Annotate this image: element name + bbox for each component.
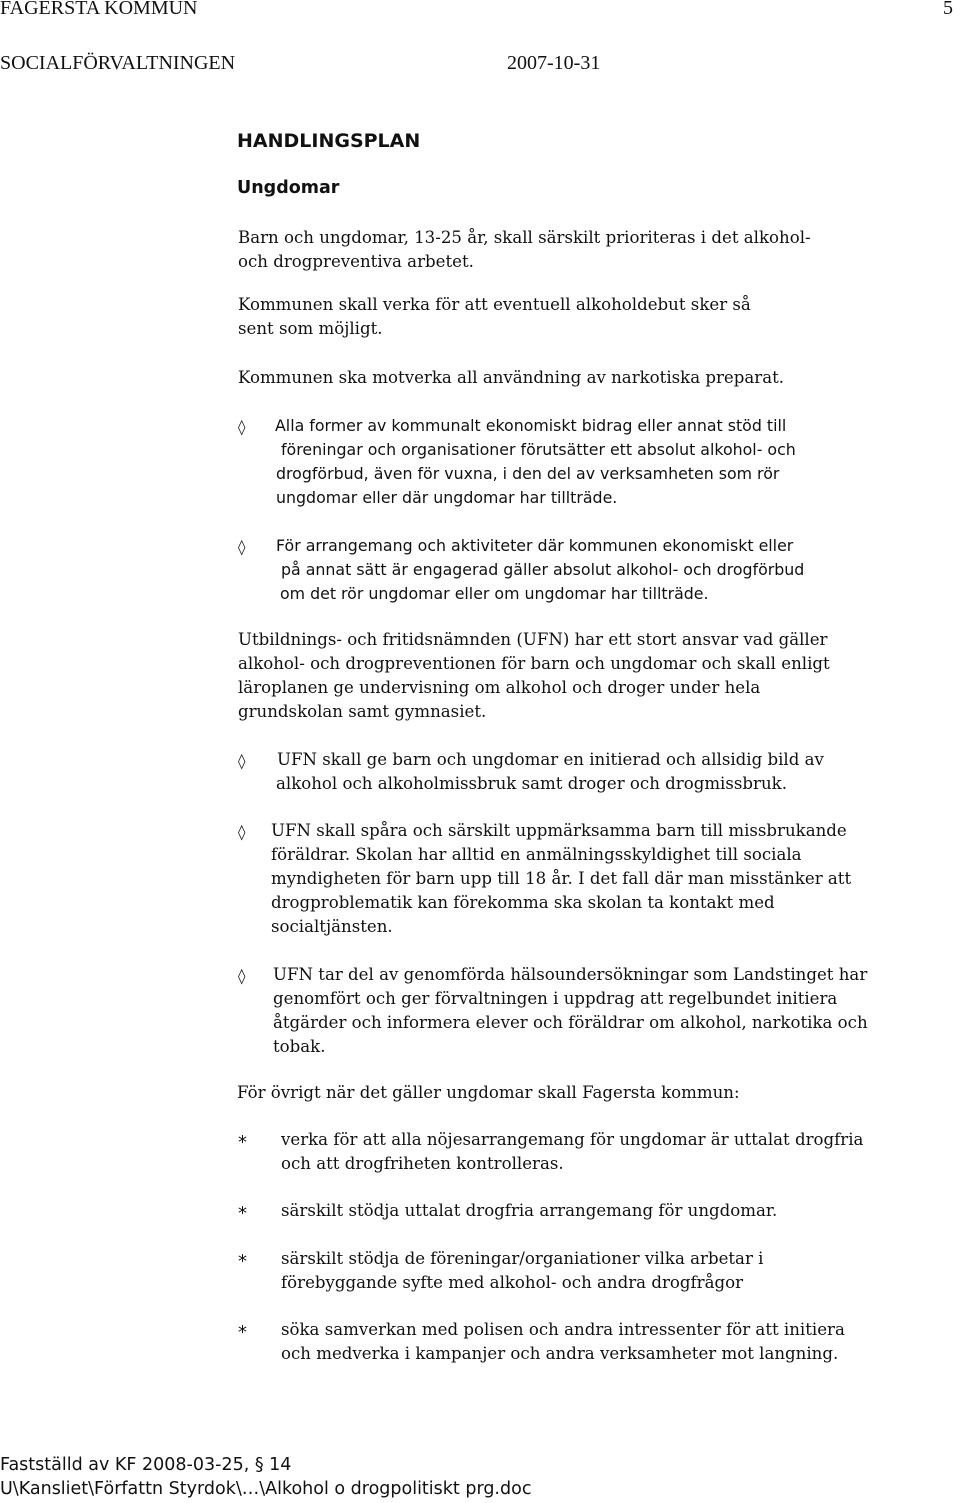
text-line: åtgärder och informera elever och föräldrar om alkohol, narkotika och (273, 1013, 868, 1032)
text-line: grundskolan samt gymnasiet. (238, 702, 487, 721)
text-line: läroplanen ge undervisning om alkohol och droger under hela (238, 678, 761, 697)
bullet-b-1 (276, 748, 824, 796)
asterisk-bullet-icon: * (238, 1322, 247, 1343)
text-line: och att drogfriheten kontrolleras. (281, 1154, 564, 1173)
text-line: UFN skall ge barn och ungdomar en initierad och allsidig bild av (277, 750, 824, 769)
diamond-bullet-icon: ◊ (238, 418, 246, 436)
text-line: tobak. (273, 1037, 326, 1056)
text-line: myndigheten för barn upp till 18 år. I det fall där man misstänker att (271, 869, 852, 888)
text-line: särskilt stödja uttalat drogfria arrangemang för ungdomar. (281, 1201, 778, 1220)
diamond-bullet-icon: ◊ (238, 967, 246, 985)
star-item-4 (281, 1318, 845, 1366)
text-line: Kommunen skall verka för att eventuell alkoholdebut sker så (238, 295, 751, 314)
text-line: föreningar och organisationer förutsätter ett absolut alkohol- och (281, 440, 796, 459)
text-line: Kommunen ska motverka all användning av narkotiska preparat. (238, 368, 785, 387)
text-line: socialtjänsten. (271, 917, 393, 936)
bullet-b-2 (271, 819, 851, 939)
page-title: HANDLINGSPLAN (237, 130, 421, 152)
page-number: 5 (943, 0, 953, 19)
text-line: verka för att alla nöjesarrangemang för ungdomar är uttalat drogfria (281, 1130, 864, 1149)
diamond-bullet-icon: ◊ (238, 538, 246, 556)
text-line: förebyggande syfte med alkohol- och andra drogfrågor (281, 1273, 744, 1292)
star-item-2 (281, 1199, 777, 1223)
text-line: söka samverkan med polisen och andra intressenter för att initiera (281, 1320, 845, 1339)
text-line: alkohol och alkoholmissbruk samt droger och drogmissbruk. (276, 774, 787, 793)
ufn-paragraph (238, 628, 830, 724)
text-line: För arrangemang och aktiviteter där kommunen ekonomiskt eller (276, 536, 794, 555)
text-line: sent som möjligt. (238, 319, 383, 338)
text-line: Barn och ungdomar, 13-25 år, skall särskilt prioriteras i det alkohol- (238, 228, 811, 247)
header-department: SOCIALFÖRVALTNINGEN (0, 52, 236, 74)
text-line: alkohol- och drogpreventionen för barn och ungdomar och skall enligt (238, 654, 830, 673)
star-item-3 (281, 1247, 763, 1295)
intro-paragraph-2 (238, 293, 751, 341)
bullet-a-1 (275, 414, 796, 510)
diamond-bullet-icon: ◊ (238, 823, 246, 841)
text-line: om det rör ungdomar eller om ungdomar har tillträde. (280, 584, 709, 603)
bullet-b-3 (273, 963, 868, 1059)
footer-approval: Fastställd av KF 2008-03-25, § 14 (0, 1455, 292, 1475)
section-subtitle: Ungdomar (237, 178, 340, 198)
text-line: föräldrar. Skolan har alltid en anmälningsskyldighet till sociala (271, 845, 802, 864)
text-line: UFN tar del av genomförda hälsoundersökningar som Landstinget har (273, 965, 868, 984)
text-line: UFN skall spåra och särskilt uppmärksamma barn till missbrukande (271, 821, 847, 840)
header-org: FAGERSTA KOMMUN (0, 0, 198, 19)
text-line: ungdomar eller där ungdomar har tillträde. (276, 488, 618, 507)
text-line: på annat sätt är engagerad gäller absolut alkohol- och drogförbud (281, 560, 805, 579)
text-line: drogproblematik kan förekomma ska skolan ta kontakt med (271, 893, 775, 912)
header-date: 2007-10-31 (507, 52, 601, 74)
closing-intro: För övrigt när det gäller ungdomar skall Fagersta kommun: (237, 1083, 740, 1102)
text-line: drogförbud, även för vuxna, i den del av verksamheten som rör (276, 464, 780, 483)
footer-file-path: U\Kansliet\Författn Styrdok\…\Alkohol o drogpolitiskt prg.doc (0, 1479, 532, 1499)
text-line: Alla former av kommunalt ekonomiskt bidrag eller annat stöd till (275, 416, 787, 435)
intro-paragraph-3 (238, 366, 784, 390)
text-line: och drogpreventiva arbetet. (238, 252, 474, 271)
star-item-1 (281, 1128, 863, 1176)
text-line: och medverka i kampanjer och andra verksamheter mot langning. (281, 1344, 839, 1363)
text-line: genomfört och ger förvaltningen i uppdrag att regelbundet initiera (273, 989, 838, 1008)
asterisk-bullet-icon: * (238, 1203, 247, 1224)
bullet-a-2 (276, 534, 804, 606)
asterisk-bullet-icon: * (238, 1132, 247, 1153)
text-line: särskilt stödja de föreningar/organiationer vilka arbetar i (281, 1249, 764, 1268)
asterisk-bullet-icon: * (238, 1251, 247, 1272)
diamond-bullet-icon: ◊ (238, 752, 246, 770)
text-line: Utbildnings- och fritidsnämnden (UFN) har ett stort ansvar vad gäller (238, 630, 828, 649)
